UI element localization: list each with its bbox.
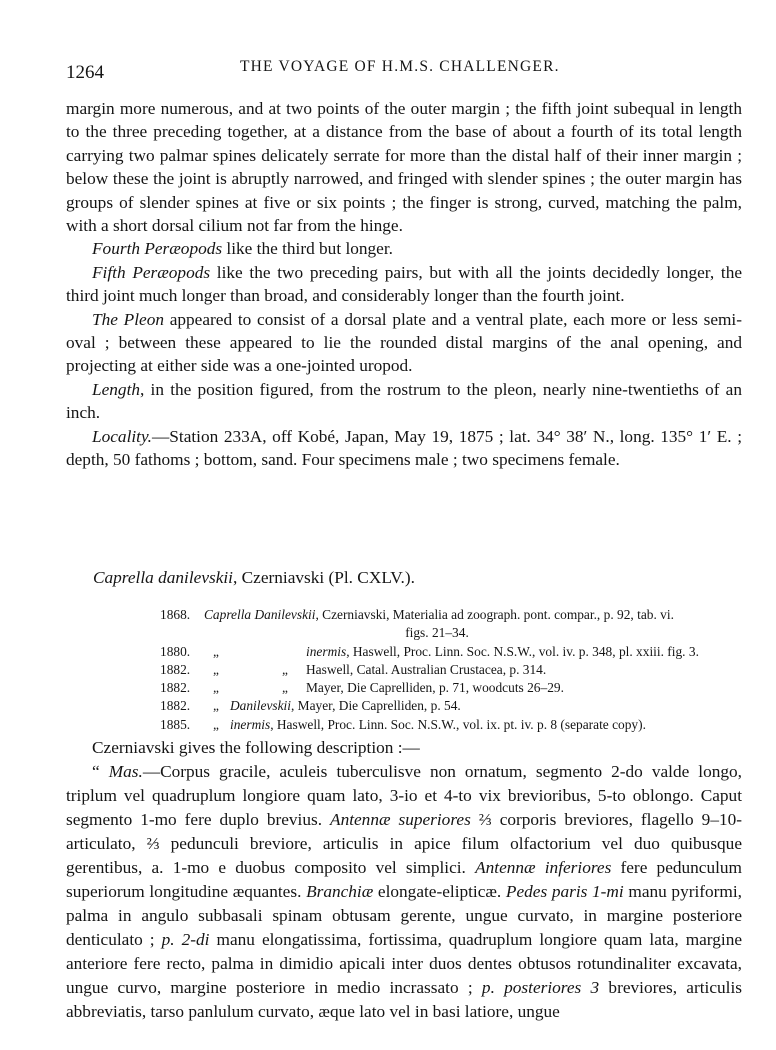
synonymy-year: 1885. [160, 716, 191, 732]
synonymy-list [160, 606, 750, 734]
species-name: Caprella danilevskii [93, 568, 233, 587]
ditto-mark: „ [213, 661, 219, 677]
synonymy-citation [306, 643, 699, 661]
synonymy-entry [160, 679, 750, 697]
paragraph-label: The Pleon [92, 309, 164, 329]
page-number: 1264 [66, 62, 104, 83]
term-p-2-di: p. 2-di [161, 930, 210, 949]
synonymy-year: 1882. [160, 661, 191, 677]
quoted-description [66, 736, 742, 1024]
ditto-mark: „ [213, 680, 219, 696]
synonymy-continuation: figs. 21–34. [405, 625, 469, 641]
paragraph-text: —Station 233A, off Kobé, Japan, May 19, 1875 ; lat. 34° 38′ N., long. 135° 1′ E. ; depth, 50 fathoms ; bottom, sand. Four specimens male ; two specimens female. [66, 426, 742, 470]
ditto-mark: „ [282, 680, 288, 696]
main-text [66, 97, 742, 472]
term-antennae-superiores: Antennæ superiores [330, 810, 471, 829]
paragraph-label: Fifth Peræopods [92, 262, 211, 282]
paragraph-label: Length [92, 379, 141, 399]
term-p-posteriores: p. posteriores 3 [481, 978, 600, 997]
latin-text: fere pedunculum superiorum longitudine æquantes. [66, 858, 742, 901]
paragraph-pleon [66, 308, 742, 378]
description-intro: Czerniavski gives the following description :— [92, 738, 420, 757]
paragraph-fifth-peraeopods [66, 261, 742, 308]
species-heading [93, 568, 415, 588]
ditto-mark: „ [213, 716, 219, 732]
paragraph-text: like the third but longer. [222, 239, 393, 259]
synonymy-reference: , Haswell, Proc. Linn. Soc. N.S.W., vol. iv. p. 348, pl. xxiii. fig. 3. [346, 643, 699, 659]
latin-text: —Corpus gracile, aculeis tuberculisve non ornatum, segmento 2-do valde longo, triplum vel quadruplum longiore quam lato, 3-io et 4-to vix brevioribus, 5-to oblongo. Caput segmento 1-mo fere duplo brevius. [66, 762, 742, 829]
ditto-mark: „ [282, 661, 288, 677]
open-quote: “ [92, 762, 109, 781]
synonymy-reference: Mayer, Die Caprelliden, p. 71, woodcuts 26–29. [306, 680, 564, 696]
synonymy-entry [160, 661, 750, 679]
paragraph-text: appeared to consist of a dorsal plate and a ventral plate, each more or less semi-oval ; between these appeared to lie the rounded distal margins of the anal opening, and projecting at either side was a one-jointed uropod. [66, 309, 742, 376]
paragraph-locality [66, 425, 742, 472]
term-mas: Mas. [108, 762, 143, 781]
latin-text: elongate-elipticæ. [373, 882, 506, 901]
synonymy-year: 1882. [160, 698, 191, 714]
synonym-name: Danilevskii [230, 698, 291, 714]
synonymy-reference: , Haswell, Proc. Linn. Soc. N.S.W., vol. ix. pt. iv. p. 8 (separate copy). [270, 716, 646, 732]
synonymy-reference: Haswell, Catal. Australian Crustacea, p. 314. [306, 661, 547, 677]
paragraph-text: , in the position figured, from the rostrum to the pleon, nearly nine-twentieths of an inch. [66, 379, 742, 423]
term-antennae-inferiores: Antennæ inferiores [475, 858, 612, 877]
paragraph-label: Fourth Peræopods [92, 239, 223, 259]
synonymy-citation [204, 606, 750, 643]
latin-text: manu elongatissima, fortissima, quadruplum longiore quam lata, margine anteriore fere recto, palma in dimidio apicali inter duos dentes obtusos rotundinaliter excavata, ungue curvo, margine posteriore in medio incrassato ; [66, 930, 743, 997]
synonymy-year: 1880. [160, 643, 191, 659]
synonymy-entry [160, 643, 750, 661]
synonymy-year: 1868. [160, 607, 191, 622]
latin-text: manu pyriformi, palma in angulo subbasali spinam obtusam gerente, ungue curvato, in margine posteriore denticulato ; [66, 882, 742, 949]
synonymy-reference: , Mayer, Die Caprelliden, p. 54. [290, 698, 461, 714]
synonymy-entry [160, 606, 750, 643]
ditto-mark: „ [213, 643, 219, 659]
term-branchiae: Branchiæ [306, 882, 374, 901]
continuation-paragraph: margin more numerous, and at two points of the outer margin ; the fifth joint subequal in length to the three preceding together, at a distance from the base of about a fourth of its total length carrying two palmar spines delicately serrate for more than the distal half of their inner margin ; below these the joint is abruptly narrowed, and fringed with slender spines ; the outer margin has groups of slender spines at five or six points ; the finger is strong, curved, matching the palm, with a short dorsal cilium not far from the hinge. [66, 99, 742, 236]
latin-text: breviores, articulis abbreviatis, tarso panlulum curvato, æque lato vel in basi latiore, ungue [66, 978, 742, 1021]
paragraph-label: Locality. [92, 426, 153, 446]
term-pedes-paris: Pedes paris 1-mi [505, 882, 624, 901]
latin-text: ⅔ corporis breviores, flagello 9–10-articulato, ⅔ pedunculi breviore, articulis in apice filum olfactorium vel duo quibusque gerentibus, a. 1-mo e duobus composito vel simplici. [66, 810, 742, 877]
synonymy-citation [230, 716, 646, 734]
synonymy-reference: , Czerniavski, Materialia ad zoograph. pont. compar., p. 92, tab. vi. [315, 607, 674, 622]
species-authority: , Czerniavski (Pl. CXLV.). [233, 568, 415, 587]
synonymy-citation [306, 679, 564, 697]
synonymy-entry [160, 716, 750, 734]
latin-description [66, 760, 742, 1024]
paragraph-fourth-peraeopods [66, 237, 742, 260]
running-title: THE VOYAGE OF H.M.S. CHALLENGER. [240, 58, 560, 75]
synonymy-citation [306, 661, 546, 679]
synonym-name: Caprella Danilevskii [204, 607, 316, 622]
paragraph-length [66, 378, 742, 425]
synonymy-entry [160, 697, 750, 715]
ditto-mark: „ [213, 698, 219, 714]
synonymy-year: 1882. [160, 680, 191, 696]
synonymy-citation [230, 697, 461, 715]
synonym-name: inermis [306, 643, 347, 659]
synonym-name: inermis [230, 716, 271, 732]
page-header [66, 56, 736, 86]
paragraph-text: like the two preceding pairs, but with all the joints decidedly longer, the third joint much longer than broad, and considerably longer than the fourth joint. [66, 262, 743, 306]
